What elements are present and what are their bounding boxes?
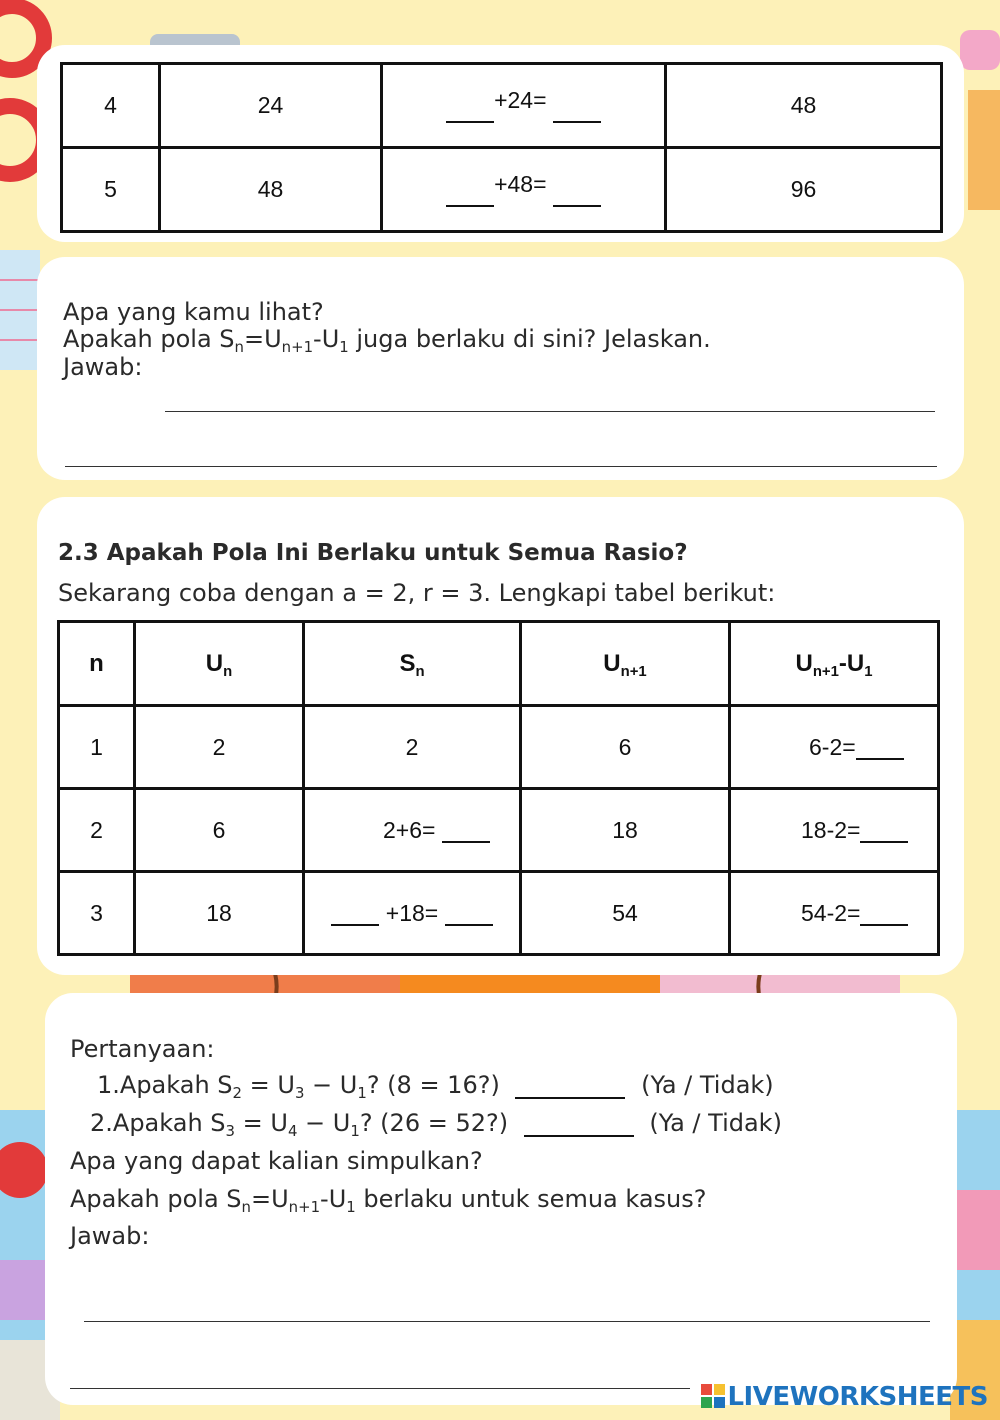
conclude-question: Apa yang dapat kalian simpulkan? — [70, 1147, 483, 1175]
table-row — [62, 148, 942, 232]
question-what-seen: Apa yang kamu lihat? — [63, 298, 324, 326]
notebook-decoration — [0, 250, 40, 370]
cell-diff: 18-2= — [730, 789, 939, 872]
cell-n: 1 — [59, 706, 135, 789]
answer-label: Jawab: — [63, 353, 143, 381]
pattern-question: Apakah pola $S_n=U_{n+1}-U_1$ berlaku untuk semua kasus? — [70, 1185, 707, 1217]
cell-sn: 2 — [304, 706, 521, 789]
reflection-card — [37, 257, 964, 480]
blank-field[interactable] — [446, 100, 494, 123]
cell-un: 18 — [135, 872, 304, 955]
cell-sn: 2+6= — [304, 789, 521, 872]
question-item: 2.Apakah $S_3 = U_4 - U_1$? (26 = 52?) (Ya / Tidak) — [90, 1109, 782, 1141]
cell-n: 3 — [59, 872, 135, 955]
blank-field[interactable] — [331, 903, 379, 926]
top-table — [60, 62, 943, 233]
answer-line[interactable] — [165, 411, 935, 412]
ratio-table — [57, 620, 940, 956]
logo-cubes-icon — [701, 1384, 725, 1408]
answer-label: Jawab: — [70, 1222, 150, 1250]
question-item: 1.Apakah $S_2 = U_3 - U_1$? (8 = 16?) (Ya / Tidak) — [97, 1071, 774, 1103]
header-n: n — [59, 622, 135, 706]
cell-n: 4 — [62, 64, 160, 148]
cell-un1: 18 — [521, 789, 730, 872]
section-instruction: Sekarang coba dengan a = 2, r = 3. Lengkapi tabel berikut: — [58, 579, 776, 607]
header-diff: $U_{n+1}-U_1$ — [730, 622, 939, 706]
cell-last: 96 — [666, 148, 942, 232]
cell-n: 5 — [62, 148, 160, 232]
cell-sn: +18= — [304, 872, 521, 955]
shelf-decoration — [950, 1110, 1000, 1420]
cell-un1: 6 — [521, 706, 730, 789]
blank-field[interactable] — [553, 184, 601, 207]
table-row — [62, 64, 942, 148]
section-title: 2.3 Apakah Pola Ini Berlaku untuk Semua Rasio? — [58, 540, 688, 566]
cell-last: 48 — [666, 64, 942, 148]
answer-line[interactable] — [65, 466, 937, 467]
questions-label: Pertanyaan: — [70, 1035, 215, 1063]
cell-un: 2 — [135, 706, 304, 789]
cell-un: 24 — [160, 64, 382, 148]
table-row — [59, 706, 939, 789]
cell-un: 6 — [135, 789, 304, 872]
blank-field[interactable] — [856, 737, 904, 760]
header-sn: $S_n$ — [304, 622, 521, 706]
table-row — [59, 872, 939, 955]
answer-line[interactable] — [84, 1321, 930, 1322]
cell-sn: +48= — [382, 148, 666, 232]
cell-un: 48 — [160, 148, 382, 232]
blank-field[interactable] — [442, 820, 490, 843]
liveworksheets-logo: LIVEWORKSHEETS — [701, 1382, 988, 1412]
answer-blank[interactable] — [515, 1075, 625, 1099]
header-un: $U_n$ — [135, 622, 304, 706]
cell-diff: 6-2= — [730, 706, 939, 789]
cell-un1: 54 — [521, 872, 730, 955]
blank-field[interactable] — [446, 184, 494, 207]
answer-blank[interactable] — [524, 1113, 634, 1137]
blank-field[interactable] — [445, 903, 493, 926]
answer-line[interactable] — [70, 1388, 690, 1389]
cell-n: 2 — [59, 789, 135, 872]
table-header-row — [59, 622, 939, 706]
question-pattern: Apakah pola $S_n=U_{n+1}-U_1$ juga berlaku di sini? Jelaskan. — [63, 325, 711, 357]
blank-field[interactable] — [860, 903, 908, 926]
blank-field[interactable] — [553, 100, 601, 123]
cell-diff: 54-2= — [730, 872, 939, 955]
table-row — [59, 789, 939, 872]
header-un1: $U_{n+1}$ — [521, 622, 730, 706]
blank-field[interactable] — [860, 820, 908, 843]
cell-sn: +24= — [382, 64, 666, 148]
